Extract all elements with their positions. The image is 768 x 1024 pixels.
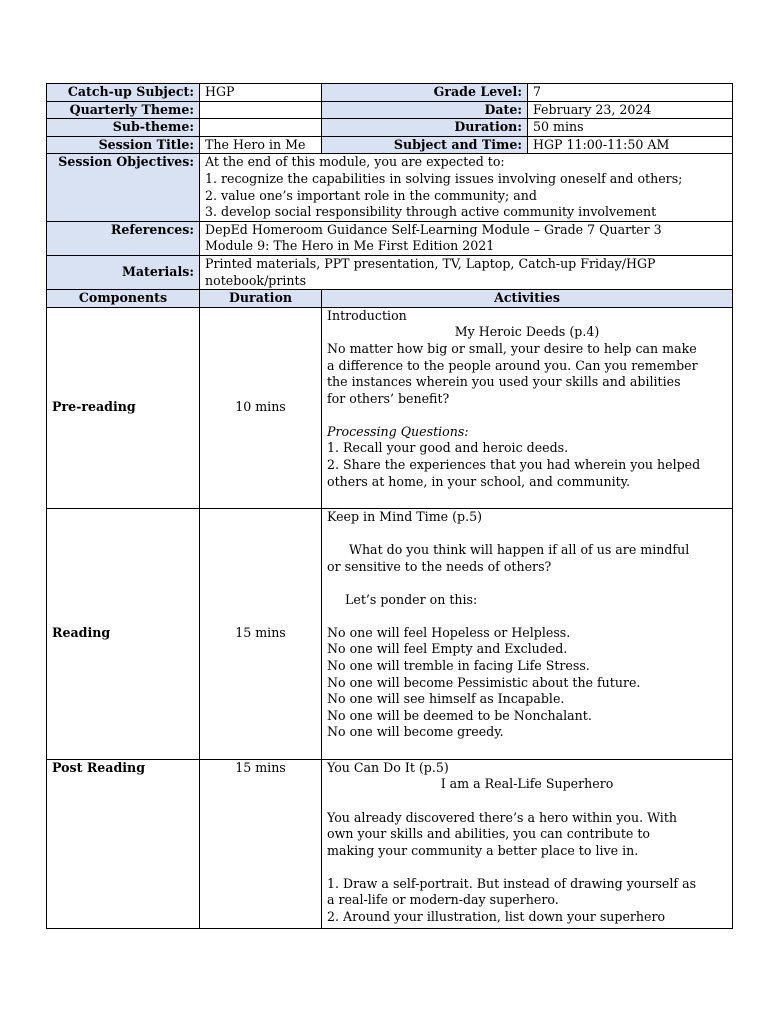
subtheme-label: Sub-theme: [47,119,200,137]
references-content [200,221,733,255]
postreading-body-line: You already discovered there’s a hero within you. With [327,809,678,825]
reading-ponder: Let’s ponder on this: [345,591,478,607]
processing-questions-label: Processing Questions: [327,423,469,439]
postreading-activities [322,759,733,928]
spacer [327,575,727,592]
postreading-step-line: 1. Draw a self-portrait. But instead of drawing yourself as [327,875,697,891]
grade-level-label: Grade Level: [322,84,528,102]
duration-label: Duration: [322,119,528,137]
reading-list-item: No one will become greedy. [327,724,504,740]
materials-line: notebook/prints [205,272,307,288]
session-title-value: The Hero in Me [200,136,322,154]
objectives-row [47,154,733,221]
spacer [327,525,727,542]
quarterly-theme-label: Quarterly Theme: [47,101,200,119]
lesson-plan-table [46,83,733,929]
catchup-subject-label: Catch-up Subject: [47,84,200,102]
prereading-title: My Heroic Deeds (p.4) [454,324,600,340]
quarterly-theme-row [47,101,733,119]
column-header-row [47,290,733,308]
postreading-body-line: making your community a better place to live in. [327,842,639,858]
objective-item: 1. recognize the capabilities in solving issues involving oneself and others; [205,170,683,186]
spacer [327,859,727,876]
references-label: References: [47,221,200,255]
postreading-step-line: a real-life or modern-day superhero. [327,892,559,908]
quarterly-theme-value [200,101,322,119]
components-header: Components [47,290,200,308]
objective-item: 3. develop social responsibility through active community involvement [205,204,657,220]
reading-question-line: or sensitive to the needs of others? [327,558,552,574]
reading-title: Keep in Mind Time (p.5) [327,508,483,524]
reading-row [47,508,733,759]
catchup-subject-row [47,84,733,102]
spacer [327,608,727,625]
reading-activities [322,508,733,759]
prereading-body-line: for others’ benefit? [327,390,450,406]
processing-question: 1. Recall your good and heroic deeds. [327,440,569,456]
postreading-subtitle: I am a Real-Life Superhero [440,776,614,792]
reading-list-item: No one will become Pessimistic about the future. [327,674,641,690]
processing-question: others at home, in your school, and community. [327,473,631,489]
subject-time-label: Subject and Time: [322,136,528,154]
activities-header: Activities [322,290,733,308]
spacer [327,407,727,424]
prereading-intro: Introduction [327,307,407,323]
reading-list-item: No one will be deemed to be Nonchalant. [327,707,592,723]
date-label: Date: [322,101,528,119]
reading-question-line: What do you think will happen if all of us are mindful [349,541,690,557]
reading-list-item: No one will see himself as Incapable. [327,691,565,707]
subtheme-row [47,119,733,137]
duration-value: 50 mins [528,119,733,137]
prereading-row [47,307,733,508]
spacer [327,793,727,810]
postreading-step-line: 2. Around your illustration, list down your superhero [327,909,666,925]
session-title-label: Session Title: [47,136,200,154]
postreading-row [47,759,733,928]
subtheme-value [200,119,322,137]
prereading-activities [322,307,733,508]
lesson-plan-page [46,83,732,929]
catchup-subject-value: HGP [200,84,322,102]
session-title-row [47,136,733,154]
reading-list-item: No one will tremble in facing Life Stress. [327,658,590,674]
prereading-body-line: a difference to the people around you. Can you remember [327,357,698,373]
prereading-component: Pre-reading [47,307,200,508]
reading-list-item: No one will feel Hopeless or Helpless. [327,624,571,640]
objectives-label: Session Objectives: [47,154,200,221]
grade-level-value: 7 [528,84,733,102]
reading-list-item: No one will feel Empty and Excluded. [327,641,568,657]
materials-line: Printed materials, PPT presentation, TV, Laptop, Catch-up Friday/HGP [205,255,656,271]
processing-question: 2. Share the experiences that you had wherein you helped [327,457,701,473]
prereading-body-line: No matter how big or small, your desire to help can make [327,340,697,356]
materials-label: Materials: [47,255,200,289]
postreading-body-line: own your skills and abilities, you can contribute to [327,826,650,842]
objectives-content [200,154,733,221]
reading-component: Reading [47,508,200,759]
postreading-component: Post Reading [47,759,200,928]
materials-content [200,255,733,289]
references-row [47,221,733,255]
date-value: February 23, 2024 [528,101,733,119]
postreading-duration: 15 mins [200,759,322,928]
postreading-title: You Can Do It (p.5) [327,759,449,775]
objective-item: 2. value one’s important role in the community; and [205,187,537,203]
objectives-intro: At the end of this module, you are expected to: [205,154,505,170]
reference-line: Module 9: The Hero in Me First Edition 2021 [205,238,495,254]
prereading-duration: 10 mins [200,307,322,508]
prereading-body-line: the instances wherein you used your skills and abilities [327,374,681,390]
duration-header: Duration [200,290,322,308]
reading-duration: 15 mins [200,508,322,759]
subject-time-value: HGP 11:00-11:50 AM [528,136,733,154]
reference-line: DepEd Homeroom Guidance Self-Learning Module – Grade 7 Quarter 3 [205,221,662,237]
materials-row [47,255,733,289]
